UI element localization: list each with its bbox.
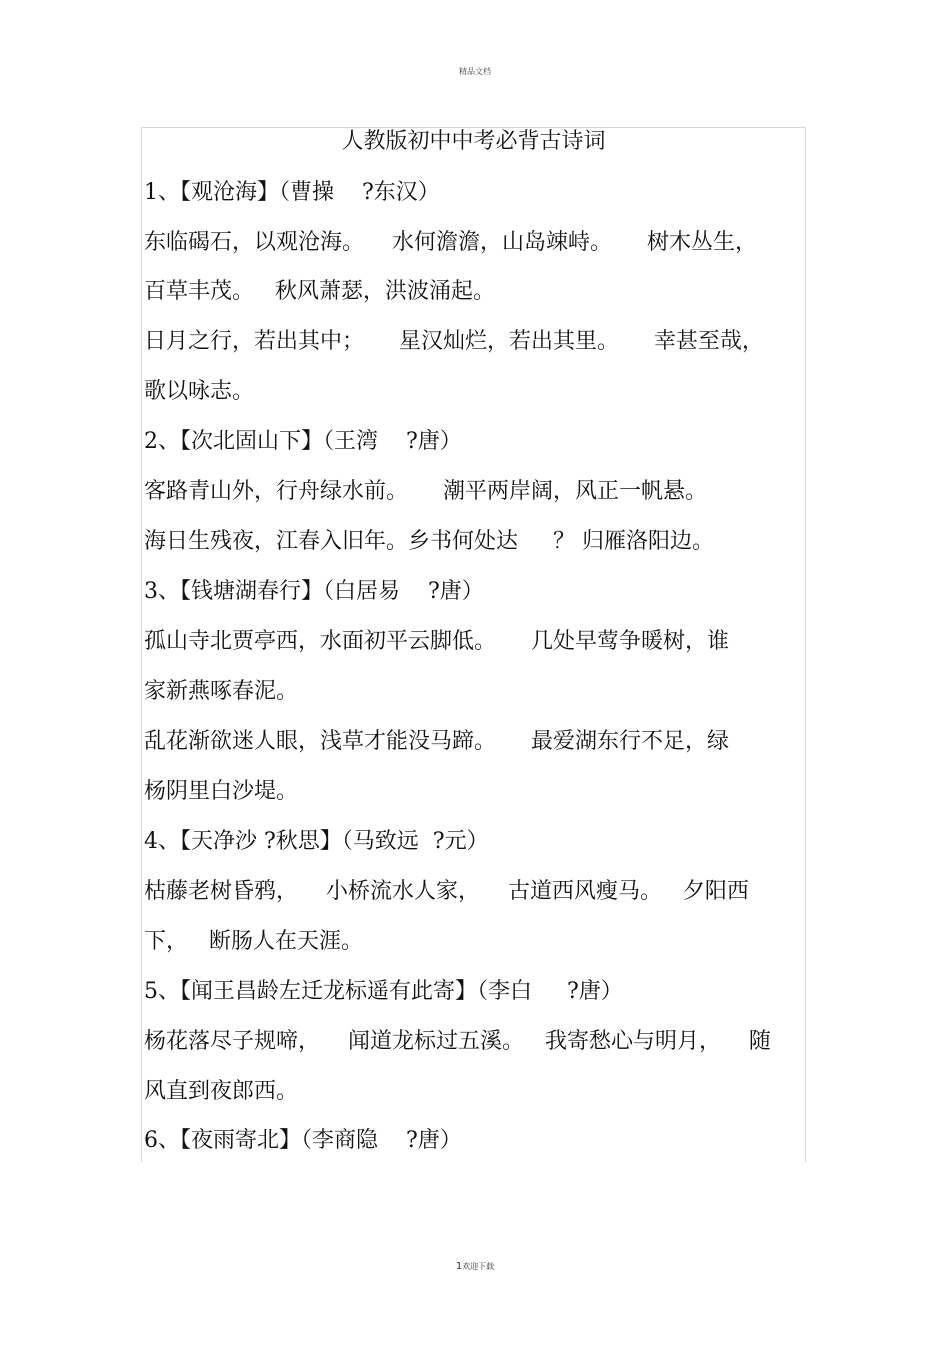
poem-heading-3: 3、【钱塘湖春行】（白居易 ?唐）: [144, 579, 484, 604]
poem-line: 歌以咏志。: [144, 379, 255, 404]
page-header: 精品文档: [459, 67, 491, 76]
poem-line: 枯藤老树昏鸦， 小桥流水人家， 古道西风瘦马。 夕阳西: [144, 879, 749, 904]
document-title: 人教版初中中考必背古诗词: [341, 129, 606, 154]
poem-line: 家新燕啄春泥。: [144, 679, 299, 704]
poem-line: 日月之行，若出其中； 星汉灿烂，若出其里。 幸甚至哉，: [144, 329, 764, 354]
poem-line: 乱花渐欲迷人眼，浅草才能没马蹄。 最爱湖东行不足，绿: [144, 729, 729, 754]
page-footer: [0, 1261, 950, 1272]
poem-heading-6: 6、【夜雨寄北】（李商隐 ?唐）: [144, 1128, 462, 1153]
poem-heading-4: 4、【天净沙 ?秋思】（马致远 ?元）: [144, 829, 489, 854]
poem-heading-5: 5、【闻王昌龄左迁龙标遥有此寄】（李白 ?唐）: [144, 979, 623, 1004]
poem-line: 东临碣石，以观沧海。 水何澹澹，山岛竦峙。 树木丛生，: [144, 230, 757, 255]
poem-line: 百草丰茂。 秋风萧瑟，洪波涌起。: [144, 279, 495, 304]
poem-heading-2: 2、【次北固山下】（王湾 ?唐）: [144, 429, 462, 454]
poem-line: 海日生残夜，江春入旧年。乡书何处达 ？ 归雁洛阳边。: [144, 529, 714, 554]
poem-line: 杨花落尽子规啼， 闻道龙标过五溪。 我寄愁心与明月， 随: [144, 1029, 771, 1054]
poem-line: 客路青山外，行舟绿水前。 潮平两岸阔，风正一帆悬。: [144, 479, 707, 504]
poem-line: 孤山寺北贾亭西，水面初平云脚低。 几处早莺争暖树，谁: [144, 629, 729, 654]
poem-line: 风直到夜郎西。: [144, 1079, 299, 1104]
footer-text: 欢迎下载: [462, 1262, 495, 1271]
poem-heading-1: 1、【观沧海】（曹操 ?东汉）: [144, 180, 440, 205]
poem-line: 下， 断肠人在天涯。: [144, 929, 363, 954]
page-number: 1: [455, 1261, 463, 1272]
poem-line: 杨阴里白沙堤。: [144, 779, 299, 804]
